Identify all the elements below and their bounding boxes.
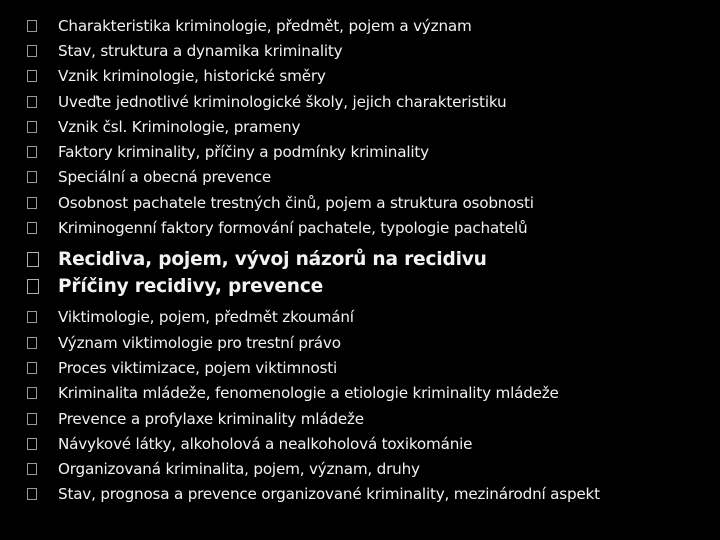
list-item-text: Organizovaná kriminalita, pojem, význam, druhy [58,460,420,479]
list-item-text: Viktimologie, pojem, předmět zkoumání [58,308,354,327]
list-item [0,190,720,215]
list-item [0,165,720,190]
list-item [0,13,720,38]
bullet-box-icon [0,438,58,450]
list-item-text: Příčiny recidivy, prevence [58,276,324,298]
bullet-box-icon [0,20,58,32]
list-item-text: Stav, struktura a dynamika kriminality [58,41,343,60]
list-item [0,381,720,406]
bullet-box-icon [0,96,58,108]
list-item [0,215,720,240]
bullet-box-icon [0,279,58,294]
list-item-text: Charakteristika kriminologie, předmět, pojem a význam [58,16,472,35]
bullet-box-icon [0,413,58,425]
list-item-text: Vznik kriminologie, historické směry [58,67,326,86]
list-item [0,456,720,481]
bullet-box-icon [0,222,58,234]
list-item-text: Recidiva, pojem, vývoj názorů na recidivu [58,248,487,270]
list-item [0,305,720,330]
list-item [0,482,720,507]
list-item-text: Stav, prognosa a prevence organizované kriminality, mezinárodní aspekt [58,485,600,504]
list-item-text: Vznik čsl. Kriminologie, prameny [58,117,301,136]
list-item [0,89,720,114]
list-item-text: Prevence a profylaxe kriminality mládeže [58,409,364,428]
bullet-box-icon [0,45,58,57]
list-item-text: Kriminalita mládeže, fenomenologie a etiologie kriminality mládeže [58,384,559,403]
bullet-box-icon [0,362,58,374]
list-item [0,64,720,89]
list-item [0,406,720,431]
bullet-box-icon [0,252,58,267]
highlighted-list-item [0,246,720,274]
bullet-box-icon [0,121,58,133]
list-item-text: Návykové látky, alkoholová a nealkoholová toxikománie [58,434,473,453]
bullet-box-icon [0,463,58,475]
highlighted-list-item [0,273,720,301]
list-item-text: Význam viktimologie pro trestní právo [58,333,341,352]
bullet-box-icon [0,488,58,500]
list-item [0,431,720,456]
bullet-box-icon [0,171,58,183]
list-item-text: Uveďte jednotlivé kriminologické školy, jejich charakteristiku [58,92,507,111]
list-item-text: Osobnost pachatele trestných činů, pojem a struktura osobnosti [58,193,534,212]
list-item [0,114,720,139]
list-item [0,330,720,355]
list-item-text: Kriminogenní faktory formování pachatele, typologie pachatelů [58,219,528,238]
list-item-text: Proces viktimizace, pojem viktimnosti [58,358,338,377]
list-item-text: Faktory kriminality, příčiny a podmínky kriminality [58,143,429,162]
list-item-text: Speciální a obecná prevence [58,168,272,187]
bullet-box-icon [0,197,58,209]
bullet-box-icon [0,337,58,349]
list-item [0,38,720,63]
topic-list [0,13,720,507]
list-item [0,355,720,380]
list-item [0,139,720,164]
bullet-box-icon [0,387,58,399]
bullet-box-icon [0,70,58,82]
bullet-box-icon [0,311,58,323]
bullet-box-icon [0,146,58,158]
